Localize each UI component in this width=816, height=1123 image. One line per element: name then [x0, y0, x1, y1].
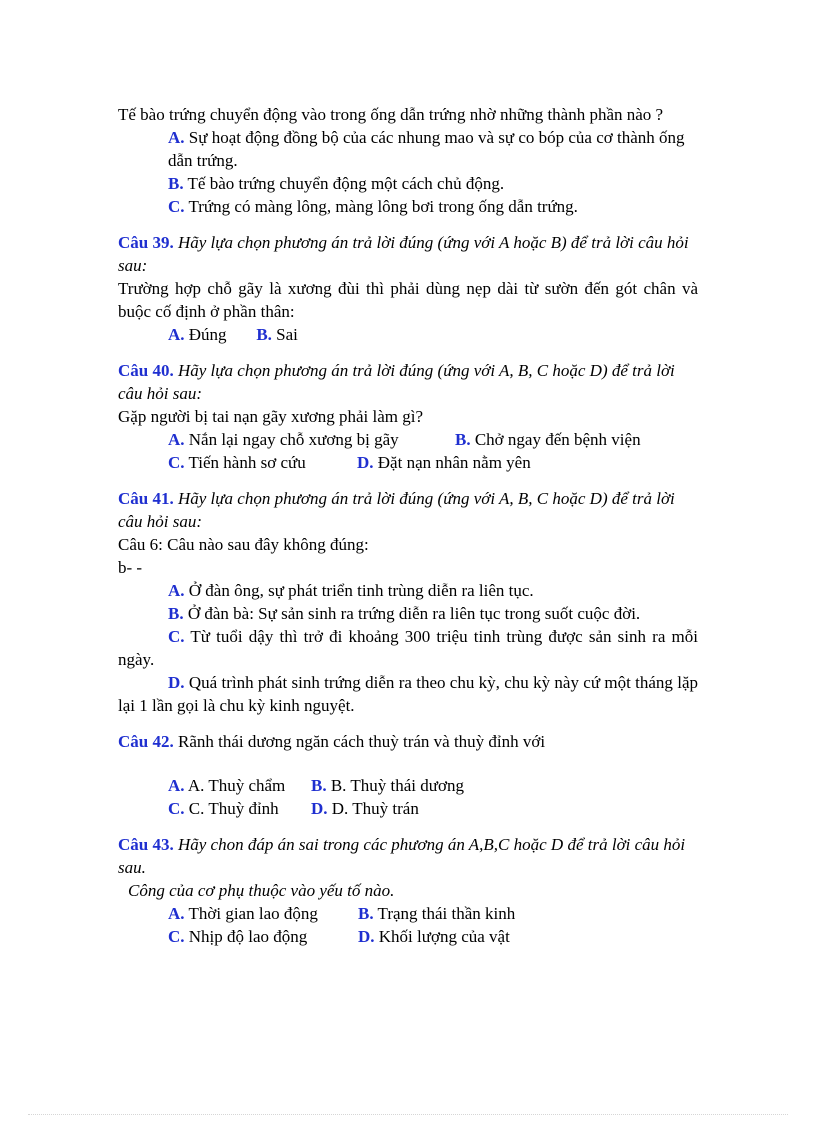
question-40-options-row-2: [118, 451, 698, 474]
question-39-heading: [118, 231, 698, 277]
option-label: D.: [357, 453, 374, 472]
intro-question: Tế bào trứng chuyển động vào trong ống dẫn trứng nhờ những thành phần nào ?: [118, 105, 664, 124]
option-label: B.: [455, 430, 471, 449]
option-label: A.: [168, 128, 185, 147]
question-43-text: Công của cơ phụ thuộc vào yếu tố nào.: [128, 881, 395, 900]
option: [311, 774, 464, 797]
option-text: C. Thuỳ đỉnh: [188, 799, 279, 818]
option-text: Tiến hành sơ cứu: [188, 453, 306, 472]
option: [455, 428, 641, 451]
option-label: A.: [168, 904, 185, 923]
option-text: Trứng có màng lông, màng lông bơi trong ống dẫn trứng.: [188, 197, 578, 216]
option-label: B.: [358, 904, 374, 923]
question-number: Câu 42.: [118, 732, 174, 751]
intro-option-a: [118, 126, 698, 172]
option-text: Đúng: [188, 325, 227, 344]
option-text: Ở đàn ông, sự phát triển tinh trùng diễn ra liên tục.: [188, 581, 534, 600]
option-text: Trạng thái thần kinh: [377, 904, 516, 923]
question-number: Câu 39.: [118, 233, 174, 252]
option-text: Nắn lại ngay chỗ xương bị gãy: [188, 430, 399, 449]
option: [168, 925, 358, 948]
intro-option-c: [118, 195, 698, 218]
option-text: Sự hoạt động đồng bộ của các nhung mao và sự co bóp của cơ thành ống dẫn trứng.: [168, 128, 685, 170]
option: [357, 451, 531, 474]
option-label: B.: [311, 776, 327, 795]
question-43-options-row-1: [118, 902, 698, 925]
question-instruction: Hãy lựa chọn phương án trả lời đúng (ứng với A, B, C hoặc D) để trả lời câu hỏi sau:: [118, 489, 675, 531]
document-content: [118, 103, 698, 948]
option-text: A. Thuỳ chẩm: [187, 776, 286, 795]
option-text: Đặt nạn nhân nằm yên: [377, 453, 531, 472]
question-41-option-a: [118, 579, 698, 602]
question-instruction: Hãy lựa chọn phương án trả lời đúng (ứng với A hoặc B) để trả lời câu hỏi sau:: [118, 233, 689, 275]
option: [168, 451, 357, 474]
option: [168, 797, 311, 820]
option-text: B. Thuỳ thái dương: [330, 776, 464, 795]
option-label: D.: [311, 799, 328, 818]
question-42-options-row-1: [118, 774, 698, 797]
question-40-text: Gặp người bị tai nạn gãy xương phải làm gì?: [118, 407, 424, 426]
option: [168, 902, 358, 925]
option: [311, 797, 419, 820]
question-41-text: Câu 6: Câu nào sau đây không đúng:: [118, 535, 369, 554]
question-42-options-row-2: [118, 797, 698, 820]
option: [358, 902, 515, 925]
question-40-options-row-1: [118, 428, 698, 451]
question-39-options: [118, 323, 698, 346]
question-41-heading: [118, 487, 698, 533]
option-text: D. Thuỳ trán: [331, 799, 419, 818]
question-43-options-row-2: [118, 925, 698, 948]
option-text: Tế bào trứng chuyển động một cách chủ động.: [187, 174, 505, 193]
page-bottom-divider: [28, 1114, 788, 1115]
option-text: Khối lượng của vật: [378, 927, 510, 946]
option-label: A.: [168, 581, 185, 600]
question-text: Rãnh thái dương ngăn cách thuỳ trán và thuỳ đỉnh với: [177, 732, 546, 751]
question-39-text: Trường hợp chỗ gãy là xương đùi thì phải dùng nẹp dài từ sườn đến gót chân và buộc cố định ở phần thân:: [118, 279, 698, 321]
option: [358, 925, 510, 948]
question-41-extra: b- -: [118, 558, 143, 577]
option-label: A.: [168, 776, 185, 795]
question-40-heading: [118, 359, 698, 405]
question-41-option-b: [118, 602, 698, 625]
option-label: C.: [168, 799, 185, 818]
option-text: Thời gian lao động: [188, 904, 318, 923]
question-number: Câu 41.: [118, 489, 174, 508]
option-text: Ở đàn bà: Sự sản sinh ra trứng diễn ra liên tục trong suốt cuộc đời.: [187, 604, 641, 623]
question-41-option-d: [118, 671, 698, 717]
option-label: D.: [168, 673, 185, 692]
option-label: B.: [168, 604, 184, 623]
option-text: Sai: [276, 325, 298, 344]
question-instruction: Hãy lựa chọn phương án trả lời đúng (ứng với A, B, C hoặc D) để trả lời câu hỏi sau:: [118, 361, 675, 403]
option-label: C.: [168, 453, 185, 472]
option-text: Nhịp độ lao động: [188, 927, 308, 946]
option: [168, 428, 455, 451]
option-text: Chở ngay đến bệnh viện: [474, 430, 641, 449]
option-label: A.: [168, 430, 185, 449]
option-label: C.: [168, 197, 185, 216]
option: [168, 774, 311, 797]
question-42-heading: [118, 730, 698, 753]
option-label: D.: [358, 927, 375, 946]
option-label: A.: [168, 325, 185, 344]
question-41-option-c: [118, 625, 698, 671]
option-text: Từ tuổi dậy thì trở đi khoảng 300 triệu tinh trùng được sản sinh ra mỗi ngày.: [118, 627, 698, 669]
option-label: C.: [168, 627, 185, 646]
intro-option-b: [118, 172, 698, 195]
question-number: Câu 40.: [118, 361, 174, 380]
option-text: Quá trình phát sinh trứng diễn ra theo chu kỳ, chu kỳ này cứ một tháng lặp lại 1 lần gọi là chu kỳ kinh nguyệt.: [118, 673, 698, 715]
option-label: B.: [256, 325, 272, 344]
option-label: B.: [168, 174, 184, 193]
question-number: Câu 43.: [118, 835, 174, 854]
question-43-heading: [118, 833, 698, 879]
question-instruction: Hãy chon đáp án sai trong các phương án A,B,C hoặc D để trả lời câu hỏi sau.: [118, 835, 686, 877]
option-label: C.: [168, 927, 185, 946]
